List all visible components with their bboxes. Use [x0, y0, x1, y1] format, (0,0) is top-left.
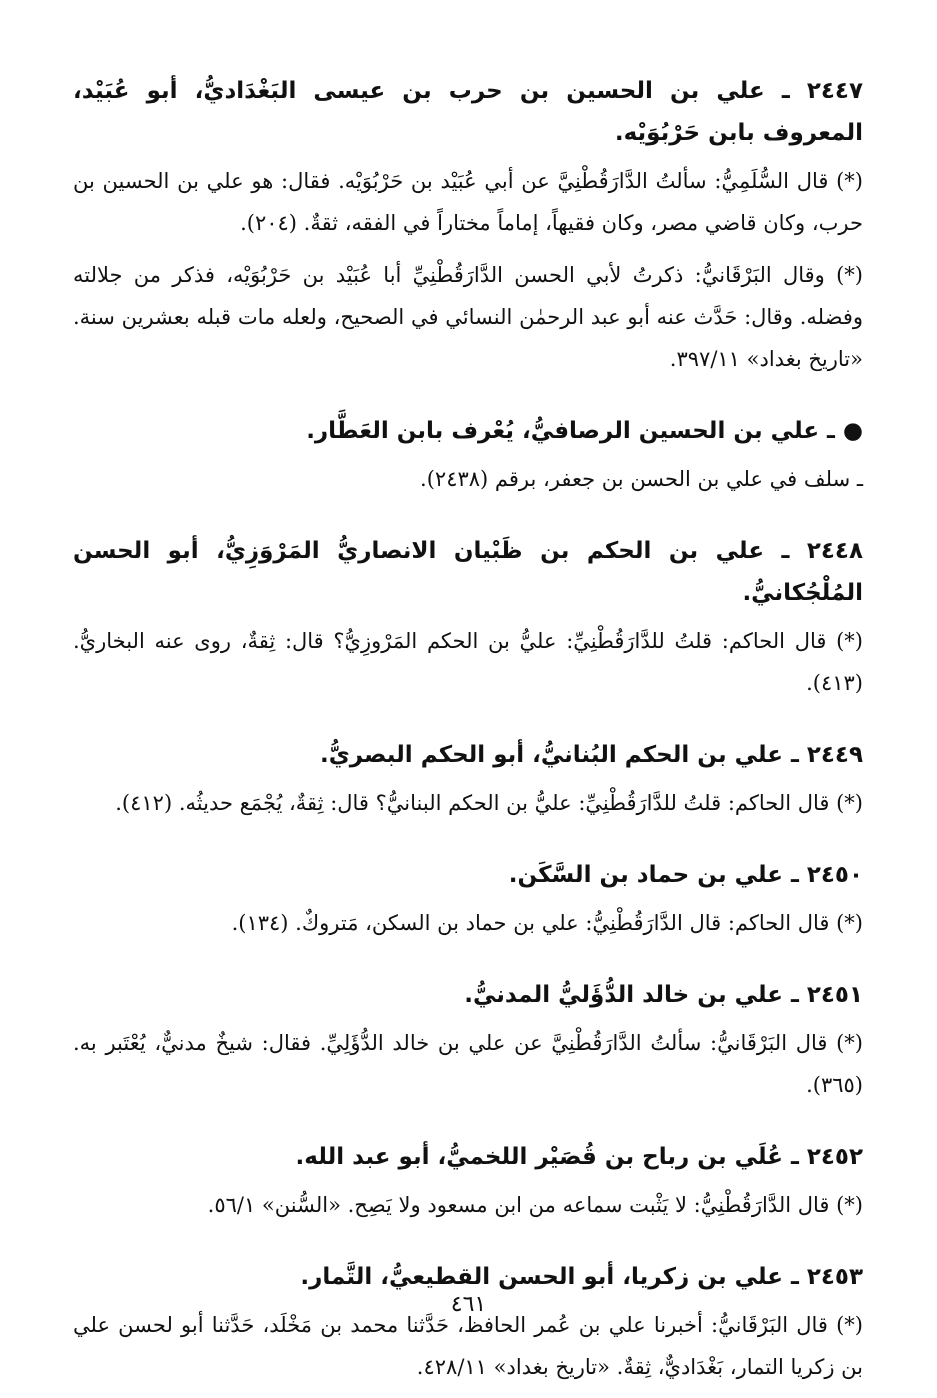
entry-2449: [73, 734, 863, 824]
entry-2448: [73, 530, 863, 704]
entry-paragraph: (*) قال الحاكم: قال الدَّارَقُطْنِيُّ: علي بن حماد بن السكن، مَتروكٌ. (١٣٤).: [231, 911, 863, 935]
entry-2452: [73, 1136, 863, 1226]
entry-paragraph: (*) قال البَرْقَانيُّ: سألتُ الدَّارَقُطْنِيَّ عن علي بن خالد الدُّؤَلِيِّ. فقال: شيخٌ مدنيٌّ، يُعْتَبر به. (٣٦٥).: [73, 1031, 863, 1097]
entry-paragraph: (*) قال الحاكم: قلتُ للدَّارَقُطْنِيِّ: عليُّ بن الحكم البنانيُّ؟ قال: ثِقةٌ، يُجْمَع حديثُه. (٤١٢).: [115, 791, 863, 815]
entry-heading: ● ـ علي بن الحسين الرصافيُّ، يُعْرف بابن العَطَّار.: [306, 418, 863, 444]
entry-paragraph: (*) قال البَرْقَانيُّ: أخبرنا علي بن عُمر الحافظ، حَدَّثنا محمد بن مَخْلَد، حَدَّثنا أبو لحسن علي بن زكريا التمار، بَغْدَاديٌّ، ثِقةٌ. «تاريخ بغداد» ٤٢٨/١١.: [73, 1313, 863, 1379]
entry-paragraph: (*) قال السُّلَمِيُّ: سألتُ الدَّارَقُطْنِيَّ عن أبي عُبَيْد بن حَرْبُوَيْه. فقال: هو علي بن الحسين بن حرب، وكان قاضي مصر، وكان فقيهاً، إماماً مختاراً في الفقه، ثقةٌ. (٢٠٤).: [73, 169, 863, 235]
entry-2450: [73, 854, 863, 944]
entry-heading: ٢٤٥٢ ـ عُلَي بن رباح بن قُصَيْر اللخميُّ، أبو عبد الله.: [295, 1144, 863, 1170]
page-number: ٤٦١: [450, 1292, 487, 1317]
entry-paragraph: ـ سلف في علي بن الحسن بن جعفر، برقم (٢٤٣٨).: [420, 467, 863, 491]
entry-heading: ٢٤٥١ ـ علي بن خالد الدُّؤَليُّ المدنيُّ.: [464, 982, 863, 1008]
entry-2453: [73, 1256, 863, 1388]
entry-2447: [73, 70, 863, 380]
page-body: [73, 70, 863, 1398]
entry-rusafi: [73, 410, 863, 500]
entry-heading: ٢٤٥٠ ـ علي بن حماد بن السَّكَن.: [508, 862, 863, 888]
entry-heading: ٢٤٥٣ ـ علي بن زكريا، أبو الحسن القطيعيُّ، التَّمار.: [300, 1264, 863, 1290]
entry-heading: ٢٤٤٩ ـ علي بن الحكم البُنانيُّ، أبو الحكم البصريُّ.: [319, 742, 863, 768]
entry-paragraph: (*) وقال البَرْقَانيُّ: ذكرتُ لأبي الحسن الدَّارَقُطْنِيِّ أبا عُبَيْد بن حَرْبُوَيْه، فذكر من جلالته وفضله. وقال: حَدَّث عنه أبو عبد الرحمٰن النسائي في الصحيح، ولعله مات قبله بعشرين سنة. «تاريخ بغداد» ٣٩٧/١١.: [73, 263, 863, 371]
entry-paragraph: (*) قال الدَّارَقُطْنِيُّ: لا يَثْبت سماعه من ابن مسعود ولا يَصِح. «السُّنن» ٥٦/١.: [207, 1193, 863, 1217]
entry-2451: [73, 974, 863, 1106]
entry-heading: ٢٤٤٧ ـ علي بن الحسين بن حرب بن عيسى البَغْدَاديُّ، أبو عُبَيْد، المعروف بابن حَرْبُوَيْه.: [73, 78, 863, 146]
entry-paragraph: (*) قال الحاكم: قلتُ للدَّارَقُطْنِيِّ: عليُّ بن الحكم المَرْوزِيُّ؟ قال: ثِقةٌ، روى عنه البخاريُّ. (٤١٣).: [73, 629, 863, 695]
entry-heading: ٢٤٤٨ ـ علي بن الحكم بن ظَبْيان الانصاريُّ المَرْوَزِيُّ، أبو الحسن المُلْجُكانيُّ.: [73, 538, 863, 606]
